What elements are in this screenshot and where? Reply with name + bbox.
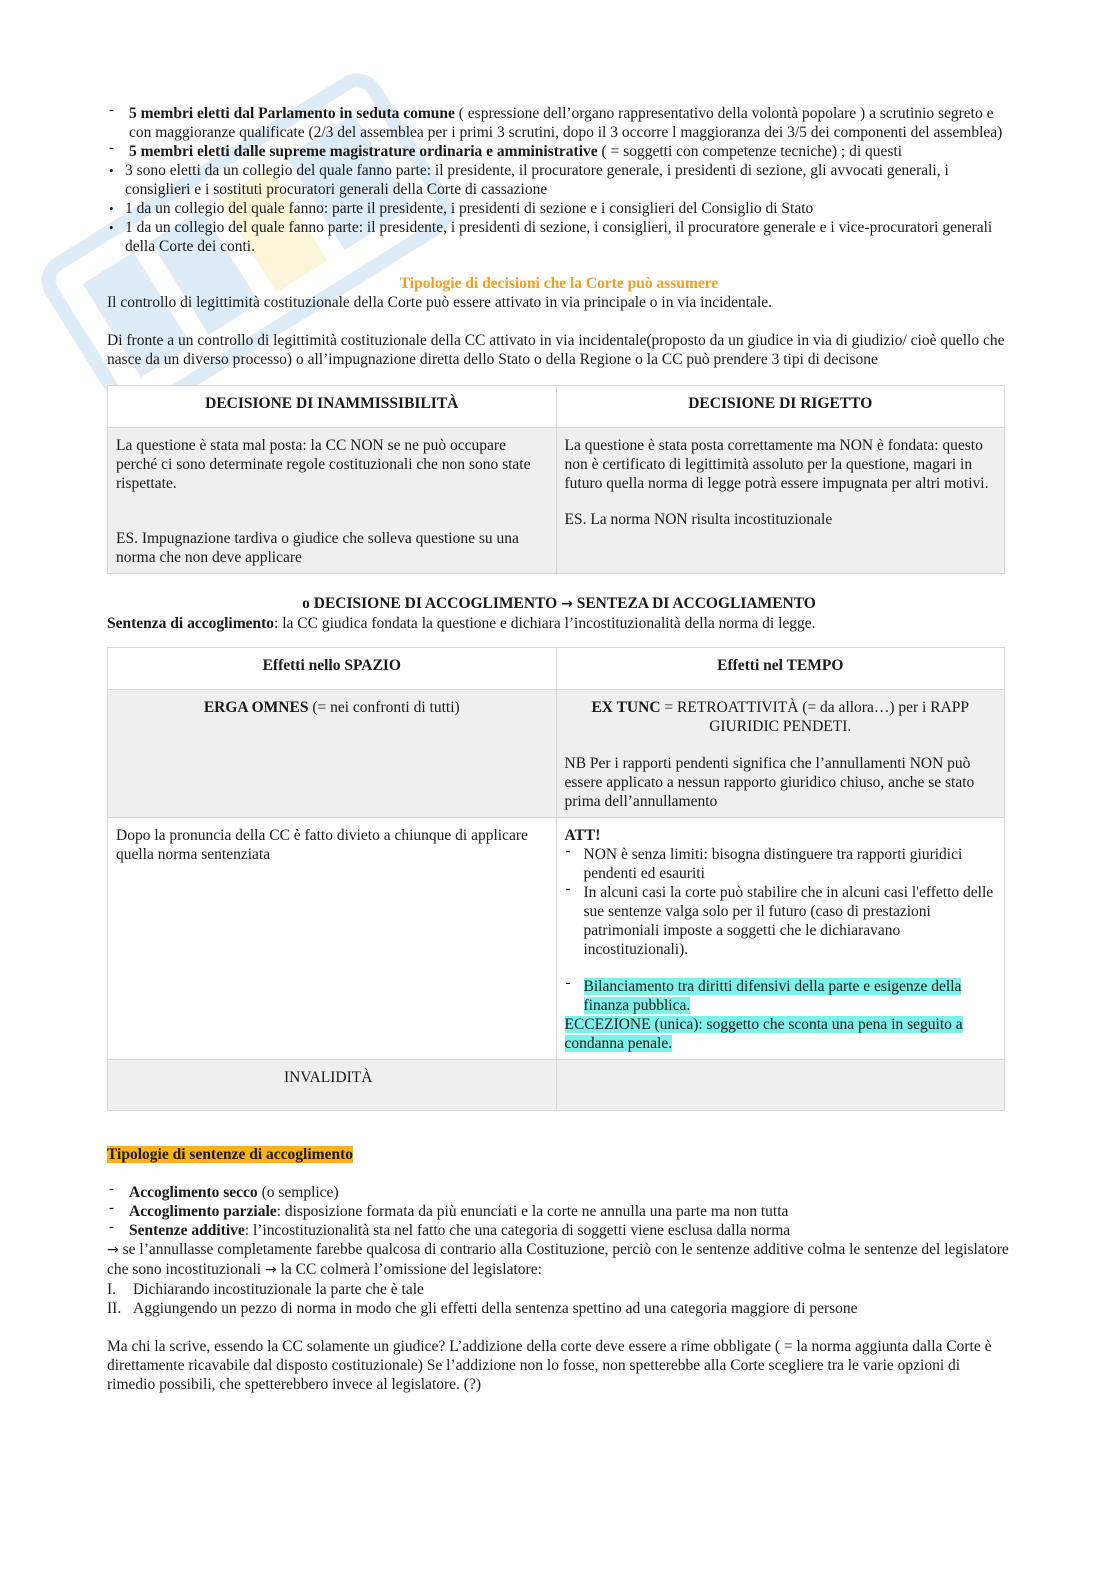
paragraph: Sentenza di accoglimento: la CC giudica fondata la questione e dichiara l’incostituzionalità della norma di legge.	[107, 615, 816, 632]
list-item: - Accoglimento parziale: disposizione formata da più enunciati e la corte ne annulla una parte ma non tutta	[107, 1202, 1011, 1221]
paragraph: Ma chi la scrive, essendo la CC solamente un giudice? L’addizione della corte deve essere a rime obbligate ( = la norma aggiunta dalla Corte è direttamente ricavabile dal disposto costituzionale) Se l’addizione non lo fosse, non spetterebbe alla Corte scegliere tra le varie opzioni di rimedio possibili, che spetterebbero invece al legislatore. (?)	[107, 1338, 992, 1393]
paragraph: → se l’annullasse completamente farebbe qualcosa di contrario alla Costituzione, perciò con le sentenze additive colma le sentenze del legislatore che sono incostituzionali → la CC colmerà l’omissione del legislatore:	[107, 1241, 1009, 1278]
table-cell: ATT! - NON è senza limiti: bisogna distinguere tra rapporti giuridici pendenti ed esauriti - In alcuni casi la corte può stabilire che in alcuni casi l'effetto delle sue sentenze valga solo per il futuro (caso di prestazioni patrimoniali imposte a soggetti che le dichiaravano incostituzionali). - Bilanciamento tra diritti difensivi della parte e esigenze della finanza pubblica. ECCEZIONE (unica): soggetto che sconta una pena in seguito a condanna penale.	[556, 818, 1005, 1060]
highlighted-text: ECCEZIONE (unica): soggetto che sconta una pena in seguito a condanna penale.	[564, 1016, 963, 1052]
list-item: • 1 da un collegio del quale fanno parte: il presidente, i presidenti di sezione, i consiglieri, il procuratore generale e i vice-procuratori generali della Corte dei conti.	[107, 218, 1011, 256]
decisions-table	[107, 385, 1005, 574]
table-cell: EX TUNC = RETROATTIVITÀ (= da allora…) per i RAPP GIURIDIC PENDETI. NB Per i rapporti pendenti significa che l’annullamenti NON può essere applicato a nessun rapporto giuridico chiuso, anche se stato prima dell’annullamento	[556, 690, 1005, 818]
accoglimento-heading: o DECISIONE DI ACCOGLIMENTO → SENTEZA DI ACCOGLIAMENTO	[302, 595, 816, 612]
list-item: - In alcuni casi la corte può stabilire che in alcuni casi l'effetto delle sue sentenze valga solo per il futuro (caso di prestazioni patrimoniali imposte a soggetti che le dichiaravano incostituzionali).	[565, 883, 997, 959]
table-cell: INVALIDITÀ	[108, 1060, 557, 1111]
table-cell: La questione è stata mal posta: la CC NON se ne può occupare perché ci sono determinate regole costituzionali che non sono state rispettate. ES. Impugnazione tardiva o giudice che solleva questione su una norma che non deve applicare	[108, 428, 557, 574]
list-item: I. Dichiarando incostituzionale la parte che è tale	[107, 1281, 424, 1298]
roman-list	[107, 1280, 1011, 1318]
list-item: - 5 membri eletti dalle supreme magistrature ordinaria e amministrative ( = soggetti con competenze tecniche) ; di questi	[107, 142, 1011, 161]
section-heading-tipologie-sentenze: Tipologie di sentenze di accoglimento	[107, 1146, 353, 1163]
table-header: Effetti nello SPAZIO	[108, 648, 557, 690]
list-item	[565, 977, 997, 1015]
members-list	[107, 104, 1011, 161]
paragraph: Di fronte a un controllo di legittimità costituzionale della CC attivato in via incidentale(proposto da un giudice in via di giudizio/ cioè quello che nasce da un diverso processo) o all’impugnazione diretta dello Stato o della Regione o la CC può prendere 3 tipi di decisone	[107, 332, 1005, 368]
list-item: - Accoglimento secco (o semplice)	[107, 1183, 1011, 1202]
table-header: DECISIONE DI RIGETTO	[556, 386, 1005, 428]
table-cell	[556, 1060, 1005, 1111]
table-cell: La questione è stata posta correttamente ma NON è fondata: questo non è certificato di legittimità assoluto per la questione, magari in futuro quella norma di legge potrà essere impugnata per altri motivi. ES. La norma NON risulta incostituzionale	[556, 428, 1005, 574]
table-cell: Dopo la pronuncia della CC è fatto divieto a chiunque di applicare quella norma sentenziata	[108, 818, 557, 1060]
section-heading-tipologie-decisioni: Tipologie di decisioni che la Corte può assumere	[399, 275, 719, 292]
table-header: DECISIONE DI INAMMISSIBILITÀ	[108, 386, 557, 428]
table-cell: ERGA OMNES (= nei confronti di tutti)	[108, 690, 557, 818]
list-item: • 1 da un collegio del quale fanno: parte il presidente, i presidenti di sezione e i consiglieri del Consiglio di Stato	[107, 199, 1011, 218]
highlighted-text: Bilanciamento tra diritti difensivi della parte e esigenze della finanza pubblica.	[583, 978, 962, 1014]
list-item: II. Aggiungendo un pezzo di norma in modo che gli effetti della sentenza spettino ad una categoria maggiore di persone	[107, 1300, 858, 1317]
list-item: - 5 membri eletti dal Parlamento in seduta comune ( espressione dell’organo rappresentativo della volontà popolare ) a scrutinio segreto e con maggioranze qualificate (2/3 del assemblea per i primi 3 scrutini, dopo il 3 occorre l maggioranza dei 3/5 dei componenti del assemblea)	[107, 104, 1011, 142]
list-item: - NON è senza limiti: bisogna distinguere tra rapporti giuridici pendenti ed esauriti	[565, 845, 997, 883]
list-item: - Sentenze additive: l’incostituzionalità sta nel fatto che una categoria di soggetti viene esclusa dalla norma	[107, 1221, 1011, 1240]
document-page	[107, 104, 1011, 1394]
sentence-types-list	[107, 1183, 1011, 1240]
paragraph: Il controllo di legittimità costituzionale della Corte può essere attivato in via principale o in via incidentale.	[107, 294, 773, 311]
list-item: • 3 sono eletti da un collegio del quale fanno parte: il presidente, il procuratore generale, i presidenti di sezione, gli avvocati generali, i consiglieri e i sostituti procuratori generali della Corte di cassazione	[107, 161, 1011, 199]
sub-bullet-list	[107, 161, 1011, 256]
table-header: Effetti nel TEMPO	[556, 648, 1005, 690]
effects-table	[107, 647, 1005, 1111]
